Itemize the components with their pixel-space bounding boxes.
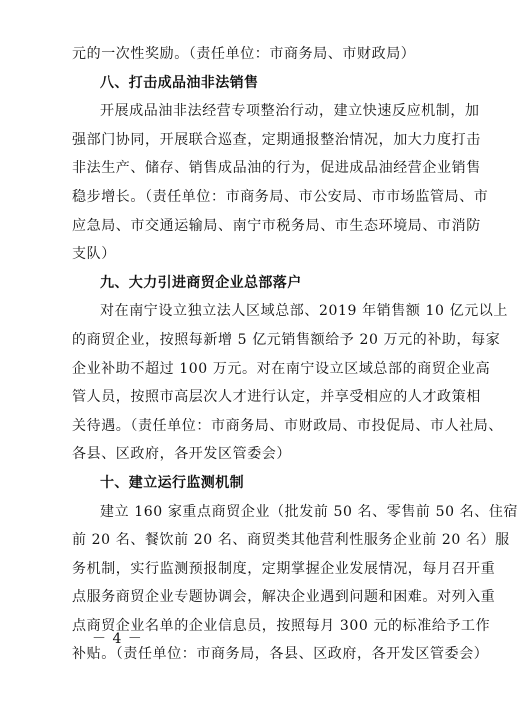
paragraph-line: 元的一次性奖励。（责任单位：市商务局、市财政局） xyxy=(72,46,416,62)
section-heading: 九、大力引进商贸企业总部落户 xyxy=(100,274,302,291)
document-body xyxy=(72,40,519,669)
paragraph-line: 建立 160 家重点商贸企业（批发前 50 名、零售前 50 名、住宿 xyxy=(100,503,519,520)
page-number: － 4 － xyxy=(92,631,143,647)
paragraph-line: 支队） xyxy=(72,246,116,263)
paragraph-line: 点商贸企业名单的企业信息员，按照每月 300 元的标准给予工作 xyxy=(72,617,491,634)
paragraph-line: 稳步增长。（责任单位：市商务局、市公安局、市市场监管局、市 xyxy=(72,188,489,205)
paragraph-line: 点服务商贸企业专题协调会，解决企业遇到问题和困难。对列入重 xyxy=(72,589,496,606)
paragraph-line: 各县、区政府，各开发区管委会） xyxy=(72,446,291,463)
section-heading: 八、打击成品油非法销售 xyxy=(100,74,259,91)
paragraph-line: 强部门协同，开展联合巡查，定期通报整治情况，加大力度打击 xyxy=(72,131,481,148)
paragraph-line: 务机制，实行监测预报制度，定期掌握企业发展情况，每月召开重 xyxy=(72,560,496,577)
paragraph-line: 开展成品油非法经营专项整治行动，建立快速反应机制，加 xyxy=(100,103,480,120)
paragraph-line: 的商贸企业，按照每新增 5 亿元销售额给予 20 万元的补助，每家 xyxy=(72,331,501,348)
paragraph-line: 管人员，按照市高层次人才进行认定，并享受相应的人才政策相 xyxy=(72,389,481,406)
paragraph-line: 应急局、市交通运输局、南宁市税务局、市生态环境局、市消防 xyxy=(72,217,481,234)
paragraph-line: 企业补助不超过 100 万元。对在南宁设立区域总部的商贸企业高 xyxy=(72,360,491,377)
paragraph-line: 前 20 名、餐饮前 20 名、商贸类其他营利性服务企业前 20 名）服 xyxy=(72,532,510,549)
section-heading: 十、建立运行监测机制 xyxy=(100,474,244,491)
paragraph-line: 对在南宁设立独立法人区域总部、2019 年销售额 10 亿元以上 xyxy=(100,303,508,320)
paragraph-line: 非法生产、储存、销售成品油的行为，促进成品油经营企业销售 xyxy=(72,160,481,177)
paragraph-line: 关待遇。（责任单位：市商务局、市财政局、市投促局、市人社局、 xyxy=(72,417,503,434)
paragraph-line: 补贴。（责任单位：市商务局，各县、区政府，各开发区管委会） xyxy=(72,646,489,663)
